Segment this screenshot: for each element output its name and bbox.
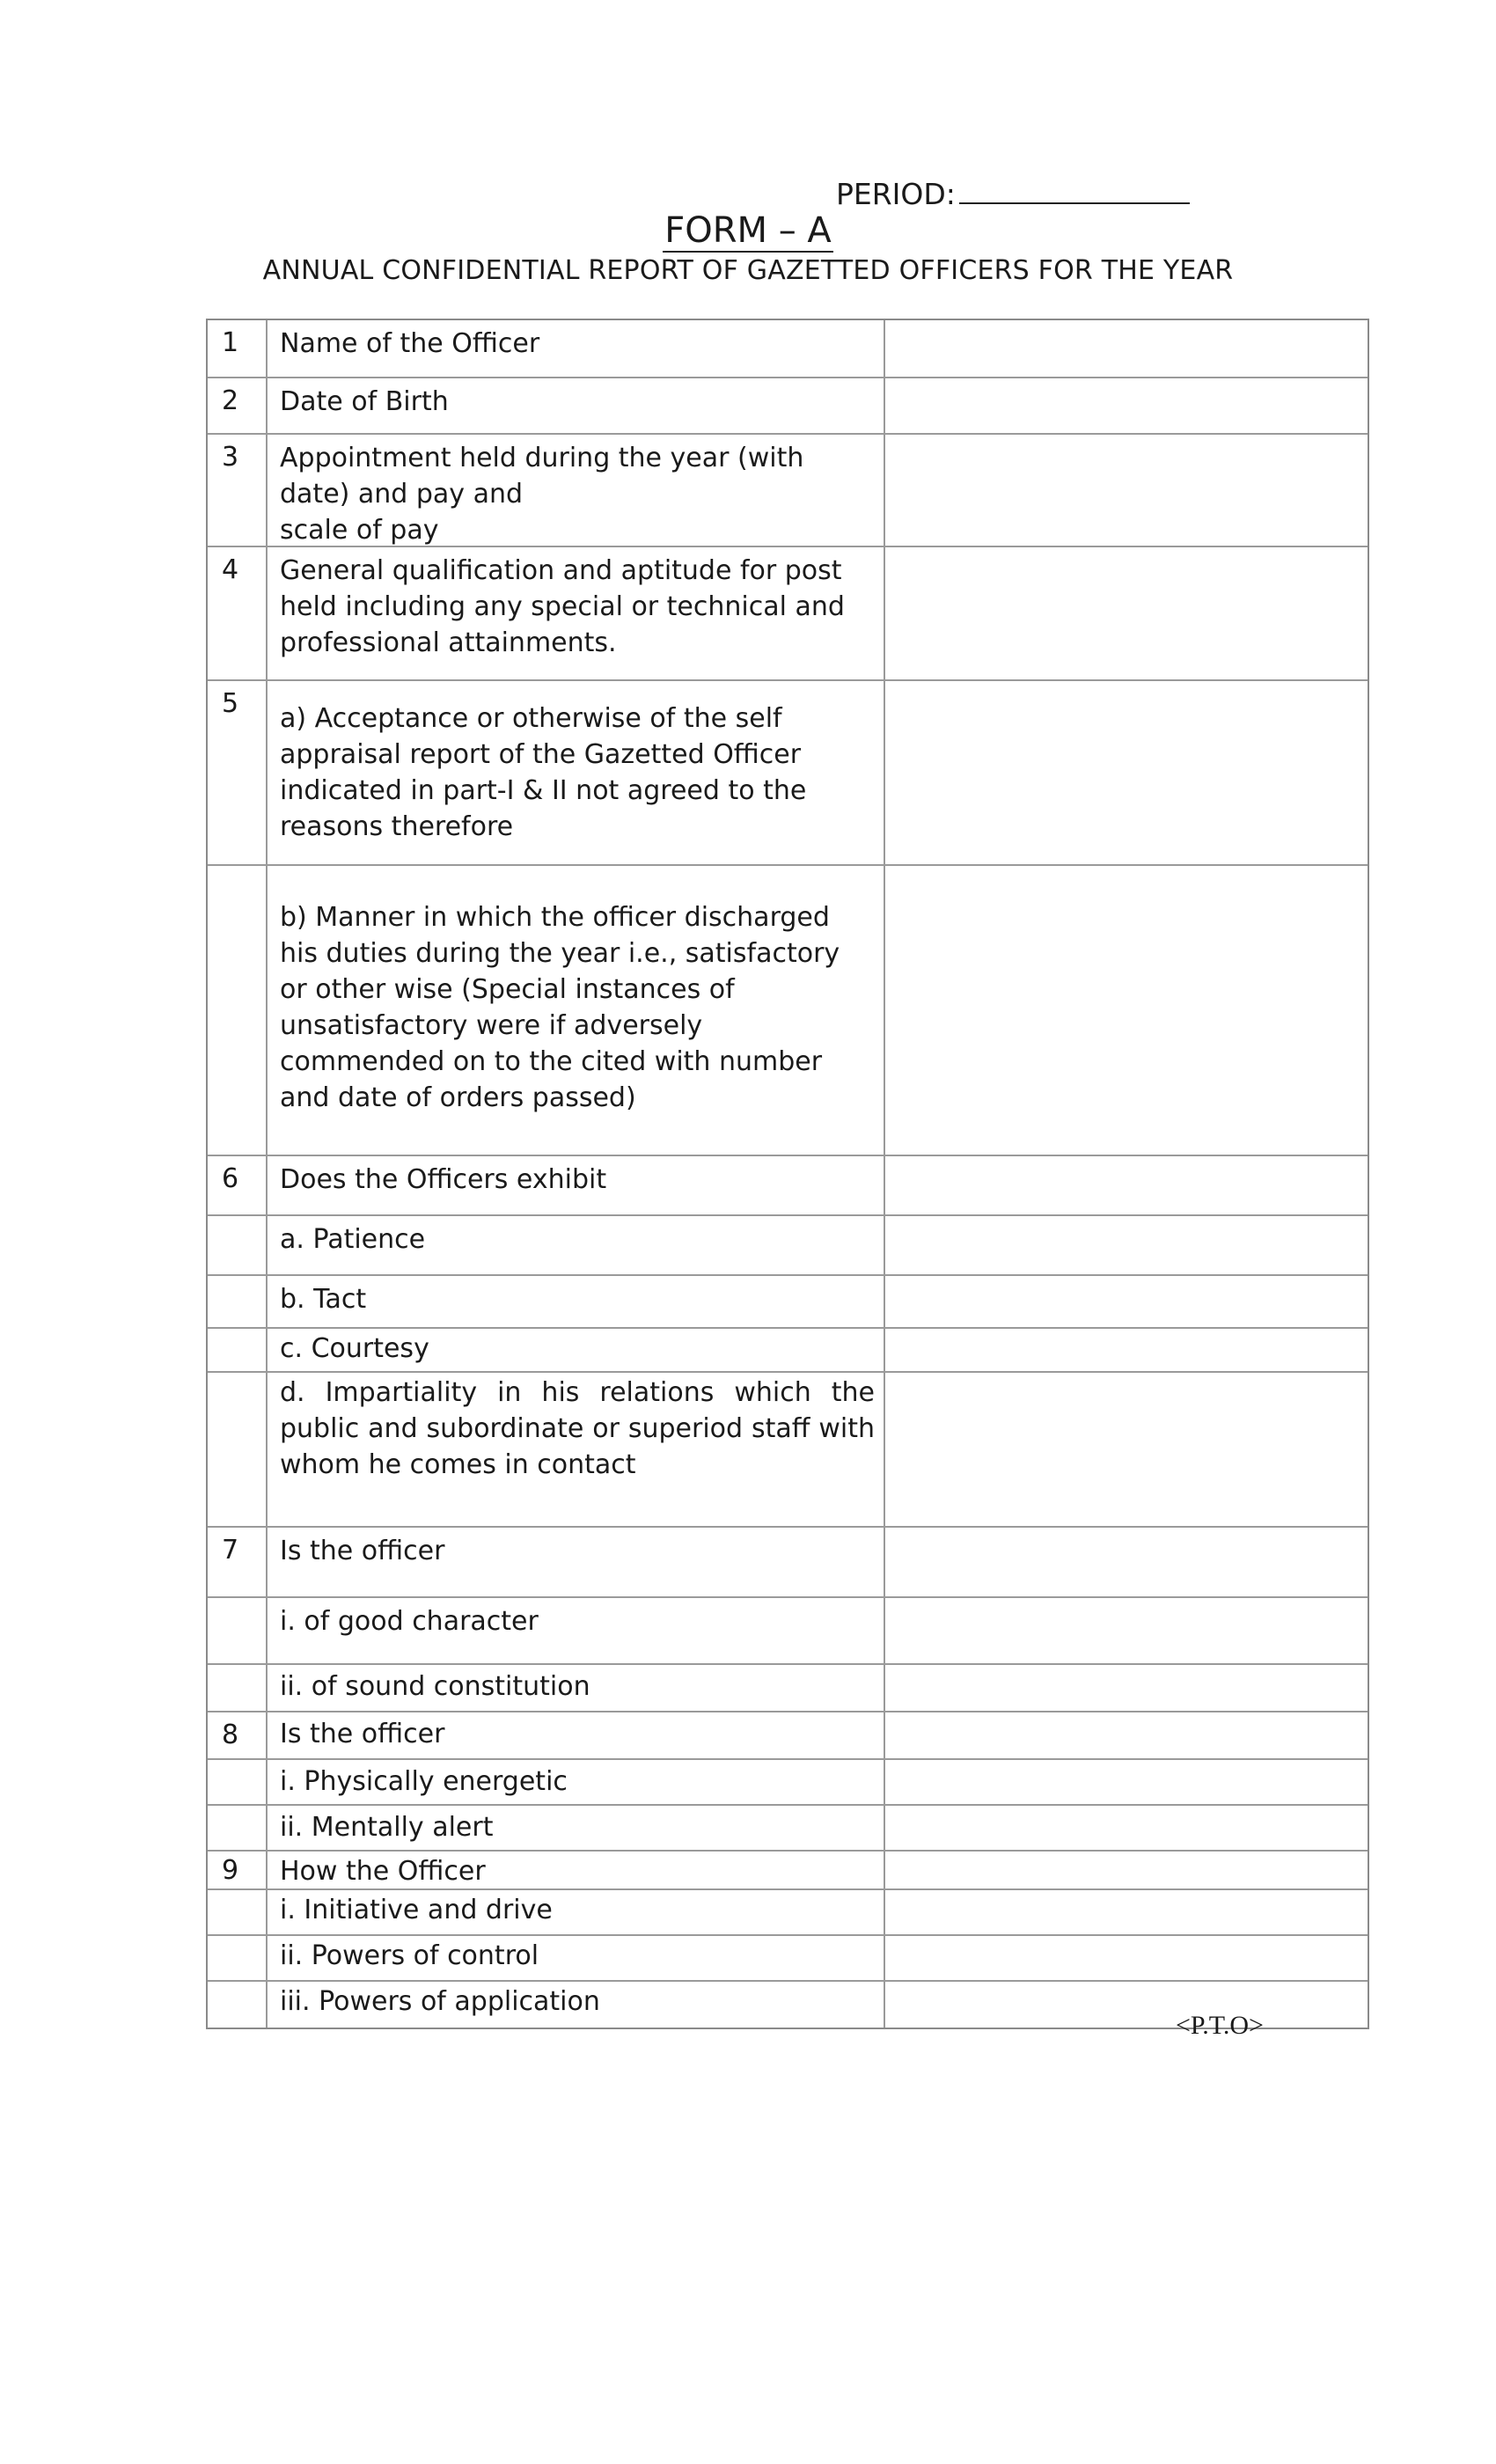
row-entry-field[interactable] [885, 1156, 1368, 1214]
row-number [208, 1936, 268, 1980]
table-row [208, 681, 1368, 866]
row-entry-field[interactable] [885, 1373, 1368, 1526]
row-label: a. Patience [268, 1216, 885, 1274]
row-number [208, 866, 268, 1155]
row-entry-field[interactable] [885, 1760, 1368, 1804]
row-label: Date of Birth [268, 378, 885, 433]
row-entry-field[interactable] [885, 1982, 1368, 2028]
table-row [208, 1936, 1368, 1982]
table-row [208, 378, 1368, 435]
row-number: 9 [208, 1852, 268, 1888]
row-label: General qualification and aptitude for post held including any special or technical and professional attainments. [268, 547, 885, 679]
row-number: 5 [208, 681, 268, 864]
row-label: ii. Mentally alert [268, 1806, 885, 1850]
table-row [208, 1760, 1368, 1806]
row-number: 6 [208, 1156, 268, 1214]
table-row [208, 1156, 1368, 1216]
row-label: Is the officer [268, 1528, 885, 1596]
row-entry-field[interactable] [885, 1890, 1368, 1934]
table-row [208, 1712, 1368, 1760]
row-label: i. Initiative and drive [268, 1890, 885, 1934]
row-label: c. Courtesy [268, 1329, 885, 1371]
row-label: b. Tact [268, 1276, 885, 1327]
row-label: i. Physically energetic [268, 1760, 885, 1804]
row-entry-field[interactable] [885, 1598, 1368, 1663]
row-number [208, 1806, 268, 1850]
row-label: b) Manner in which the officer discharged his duties during the year i.e., satisfactory or other wise (Special instances of unsatisfactory were if adversely commended on to the cited with number and date of orders passed) [268, 866, 885, 1155]
table-row [208, 547, 1368, 681]
table-row [208, 320, 1368, 378]
row-entry-field[interactable] [885, 1936, 1368, 1980]
period-field [836, 176, 1278, 212]
row-entry-field[interactable] [885, 681, 1368, 864]
row-entry-field[interactable] [885, 435, 1368, 546]
row-number: 8 [208, 1712, 268, 1758]
row-entry-field[interactable] [885, 1216, 1368, 1274]
table-row [208, 1665, 1368, 1712]
row-label: ii. Powers of control [268, 1936, 885, 1980]
row-entry-field[interactable] [885, 1276, 1368, 1327]
row-entry-field[interactable] [885, 866, 1368, 1155]
row-entry-field[interactable] [885, 378, 1368, 433]
row-number: 2 [208, 378, 268, 433]
row-number: 4 [208, 547, 268, 679]
row-number [208, 1373, 268, 1526]
row-entry-field[interactable] [885, 1712, 1368, 1758]
row-entry-field[interactable] [885, 547, 1368, 679]
table-row [208, 435, 1368, 547]
period-blank-line[interactable] [959, 176, 1190, 204]
table-row [208, 1890, 1368, 1936]
row-number [208, 1329, 268, 1371]
row-label: How the Officer [268, 1852, 885, 1888]
table-row [208, 1216, 1368, 1276]
row-label: Is the officer [268, 1712, 885, 1758]
row-label: Appointment held during the year (with date) and pay and scale of pay [268, 435, 885, 546]
row-number [208, 1982, 268, 2028]
row-number [208, 1216, 268, 1274]
table-row [208, 1329, 1368, 1373]
row-label: Does the Officers exhibit [268, 1156, 885, 1214]
row-label: d. Impartiality in his relations which the public and subordinate or superiod staff with whom he comes in contact [268, 1373, 885, 1526]
row-entry-field[interactable] [885, 1665, 1368, 1711]
table-row [208, 866, 1368, 1156]
table-row [208, 1373, 1368, 1528]
row-label: i. of good character [268, 1598, 885, 1663]
form-title-text: FORM – A [664, 210, 832, 251]
row-number [208, 1665, 268, 1711]
row-number: 7 [208, 1528, 268, 1596]
table-row [208, 1276, 1368, 1329]
table-row [208, 1598, 1368, 1665]
row-number [208, 1598, 268, 1663]
row-label: a) Acceptance or otherwise of the self appraisal report of the Gazetted Officer indicated in part-I & II not agreed to the reasons therefore [268, 681, 885, 864]
table-row [208, 1852, 1368, 1890]
row-label: Name of the Officer [268, 320, 885, 377]
table-row [208, 1528, 1368, 1598]
row-entry-field[interactable] [885, 1329, 1368, 1371]
row-number [208, 1760, 268, 1804]
row-label: iii. Powers of application [268, 1982, 885, 2028]
form-table [206, 319, 1369, 2029]
pto-note: <P.T.O> [1176, 2011, 1264, 2040]
row-number [208, 1890, 268, 1934]
row-number: 1 [208, 320, 268, 377]
form-title [0, 208, 1496, 253]
table-row [208, 1806, 1368, 1852]
row-number [208, 1276, 268, 1327]
row-entry-field[interactable] [885, 1806, 1368, 1850]
period-label: PERIOD: [836, 177, 956, 211]
row-entry-field[interactable] [885, 1528, 1368, 1596]
row-entry-field[interactable] [885, 320, 1368, 377]
row-entry-field[interactable] [885, 1852, 1368, 1888]
report-title: ANNUAL CONFIDENTIAL REPORT OF GAZETTED OFFICERS FOR THE YEAR [262, 255, 1234, 286]
row-number: 3 [208, 435, 268, 546]
row-label: ii. of sound constitution [268, 1665, 885, 1711]
